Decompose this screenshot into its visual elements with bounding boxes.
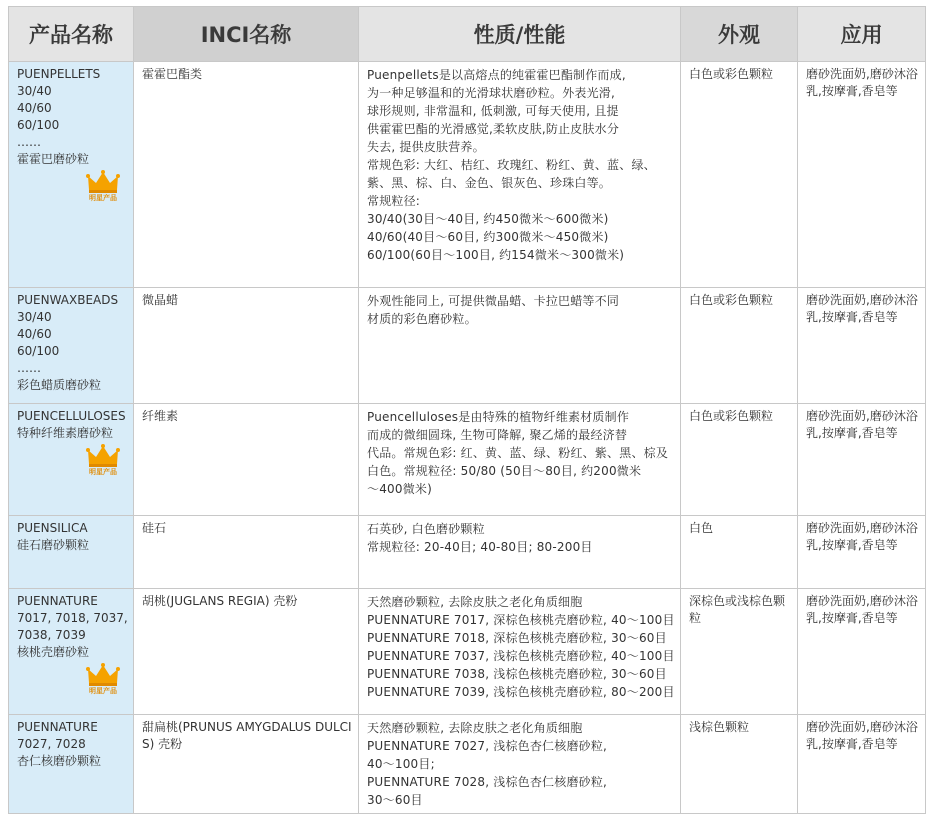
product-table bbox=[8, 6, 926, 814]
star-product-badge bbox=[83, 444, 123, 477]
appearance-cell: 深棕色或浅棕色颗粒 bbox=[681, 589, 798, 715]
application-cell: 磨砂洗面奶,磨砂沐浴乳,按摩膏,香皂等 bbox=[798, 404, 926, 516]
product-name-cell bbox=[9, 589, 134, 715]
properties-line: 30～60目 bbox=[367, 793, 423, 807]
appearance-cell: 白色或彩色颗粒 bbox=[681, 62, 798, 288]
properties-line: 常规粒径: bbox=[367, 194, 421, 208]
properties-line: 天然磨砂颗粒, 去除皮肤之老化角质细胞 bbox=[367, 721, 583, 735]
table-row bbox=[9, 62, 926, 288]
properties-line: 供霍霍巴酯的光滑感觉,柔软皮肤,防止皮肤水分 bbox=[367, 122, 620, 136]
properties-line: PUENNATURE 7027, 浅棕色杏仁核磨砂粒, bbox=[367, 739, 608, 753]
table-row bbox=[9, 288, 926, 404]
crown-icon bbox=[83, 663, 123, 687]
product-name-line: 40/60 bbox=[17, 327, 52, 341]
product-name-line: 核桃壳磨砂粒 bbox=[17, 645, 90, 659]
properties-line: PUENNATURE 7017, 深棕色核桃壳磨砂粒, 40～100目 bbox=[367, 613, 675, 627]
star-product-label: 明星产品 bbox=[89, 468, 117, 476]
properties-line: 常规粒径: 20-40目; 40-80目; 80-200目 bbox=[367, 540, 593, 554]
product-name-line: 彩色蜡质磨砂粒 bbox=[17, 378, 102, 392]
properties-line: PUENNATURE 7018, 深棕色核桃壳磨砂粒, 30～60目 bbox=[367, 631, 667, 645]
product-name-cell bbox=[9, 288, 134, 404]
table-row bbox=[9, 589, 926, 715]
properties-cell bbox=[359, 589, 681, 715]
properties-line: PUENNATURE 7039, 浅棕色核桃壳磨砂粒, 80～200目 bbox=[367, 685, 675, 699]
product-name-line: 7017, 7018, 7037, bbox=[17, 611, 128, 625]
product-name-line: …… bbox=[17, 135, 41, 149]
crown-icon bbox=[83, 444, 123, 468]
star-product-label: 明星产品 bbox=[89, 194, 117, 202]
properties-line: 球形规则, 非常温和, 低刺激, 可每天使用, 且提 bbox=[367, 104, 619, 118]
product-name-cell bbox=[9, 404, 134, 516]
appearance-cell: 白色或彩色颗粒 bbox=[681, 288, 798, 404]
table-row bbox=[9, 516, 926, 589]
product-name-line: 特种纤维素磨砂粒 bbox=[17, 426, 114, 440]
product-name-line: 7027, 7028 bbox=[17, 737, 86, 751]
header-properties: 性质/性能 bbox=[359, 7, 681, 62]
properties-line: ～400微米) bbox=[367, 482, 432, 496]
properties-line: 石英砂, 白色磨砂颗粒 bbox=[367, 522, 485, 536]
table-row bbox=[9, 715, 926, 814]
application-cell: 磨砂洗面奶,磨砂沐浴乳,按摩膏,香皂等 bbox=[798, 589, 926, 715]
properties-line: 材质的彩色磨砂粒。 bbox=[367, 312, 477, 326]
product-name-line: 40/60 bbox=[17, 101, 52, 115]
product-name-line: PUENWAXBEADS bbox=[17, 293, 119, 307]
product-name-line: PUENNATURE bbox=[17, 594, 98, 608]
product-name-line: 60/100 bbox=[17, 344, 60, 358]
inci-name-cell: 纤维素 bbox=[134, 404, 359, 516]
inci-name-cell: 硅石 bbox=[134, 516, 359, 589]
product-name-line: PUENPELLETS bbox=[17, 67, 101, 81]
properties-line: 为一种足够温和的光滑球状磨砂粒。外表光滑, bbox=[367, 86, 616, 100]
star-product-badge bbox=[83, 663, 123, 696]
properties-line: 代品。常规色彩: 红、黄、蓝、绿、粉红、紫、黑、棕及 bbox=[367, 446, 669, 460]
properties-cell bbox=[359, 62, 681, 288]
product-name-line: 30/40 bbox=[17, 310, 52, 324]
table-row bbox=[9, 404, 926, 516]
properties-cell bbox=[359, 288, 681, 404]
product-name-cell bbox=[9, 516, 134, 589]
properties-line: Puenpellets是以高熔点的纯霍霍巴酯制作而成, bbox=[367, 68, 626, 82]
properties-line: 40/60(40目～60目, 约300微米～450微米) bbox=[367, 230, 609, 244]
product-name-line: …… bbox=[17, 361, 41, 375]
header-application: 应用 bbox=[798, 7, 926, 62]
inci-name-cell: 甜扁桃(PRUNUS AMYGDALUS DULCIS) 壳粉 bbox=[134, 715, 359, 814]
properties-line: PUENNATURE 7037, 浅棕色核桃壳磨砂粒, 40～100目 bbox=[367, 649, 675, 663]
product-name-line: PUENSILICA bbox=[17, 521, 88, 535]
product-name-cell bbox=[9, 715, 134, 814]
properties-line: PUENNATURE 7028, 浅棕色杏仁核磨砂粒, bbox=[367, 775, 608, 789]
inci-name-cell: 霍霍巴酯类 bbox=[134, 62, 359, 288]
properties-line: Puencelluloses是由特殊的植物纤维素材质制作 bbox=[367, 410, 630, 424]
properties-line: 30/40(30目～40目, 约450微米～600微米) bbox=[367, 212, 609, 226]
application-cell: 磨砂洗面奶,磨砂沐浴乳,按摩膏,香皂等 bbox=[798, 62, 926, 288]
header-appearance: 外观 bbox=[681, 7, 798, 62]
table-header-row bbox=[9, 7, 926, 62]
product-name-line: PUENNATURE bbox=[17, 720, 98, 734]
properties-line: 白色。常规粒径: 50/80 (50目～80目, 约200微米 bbox=[367, 464, 642, 478]
properties-cell bbox=[359, 516, 681, 589]
product-name-line: 霍霍巴磨砂粒 bbox=[17, 152, 90, 166]
properties-line: 紫、黑、棕、白、金色、银灰色、珍珠白等。 bbox=[367, 176, 612, 190]
appearance-cell: 白色 bbox=[681, 516, 798, 589]
product-name-line: 30/40 bbox=[17, 84, 52, 98]
properties-line: 常规色彩: 大红、桔红、玫瑰红、粉红、黄、蓝、绿、 bbox=[367, 158, 656, 172]
properties-line: 60/100(60目～100目, 约154微米～300微米) bbox=[367, 248, 625, 262]
appearance-cell: 浅棕色颗粒 bbox=[681, 715, 798, 814]
star-product-badge bbox=[83, 170, 123, 203]
properties-cell bbox=[359, 404, 681, 516]
application-cell: 磨砂洗面奶,磨砂沐浴乳,按摩膏,香皂等 bbox=[798, 288, 926, 404]
application-cell: 磨砂洗面奶,磨砂沐浴乳,按摩膏,香皂等 bbox=[798, 516, 926, 589]
properties-cell bbox=[359, 715, 681, 814]
application-cell: 磨砂洗面奶,磨砂沐浴乳,按摩膏,香皂等 bbox=[798, 715, 926, 814]
header-inci-name: INCI名称 bbox=[134, 7, 359, 62]
product-name-line: 7038, 7039 bbox=[17, 628, 86, 642]
properties-line: 40～100目; bbox=[367, 757, 435, 771]
header-product-name: 产品名称 bbox=[9, 7, 134, 62]
crown-icon bbox=[83, 170, 123, 194]
properties-line: 外观性能同上, 可提供微晶蜡、卡拉巴蜡等不同 bbox=[367, 294, 620, 308]
product-name-cell bbox=[9, 62, 134, 288]
properties-line: 而成的微细圆珠, 生物可降解, 聚乙烯的最经济替 bbox=[367, 428, 628, 442]
product-name-line: 60/100 bbox=[17, 118, 60, 132]
product-name-line: 杏仁核磨砂颗粒 bbox=[17, 754, 102, 768]
properties-line: 天然磨砂颗粒, 去除皮肤之老化角质细胞 bbox=[367, 595, 583, 609]
properties-line: PUENNATURE 7038, 浅棕色核桃壳磨砂粒, 30～60目 bbox=[367, 667, 667, 681]
product-name-line: 硅石磨砂颗粒 bbox=[17, 538, 90, 552]
product-name-line: PUENCELLULOSES bbox=[17, 409, 126, 423]
star-product-label: 明星产品 bbox=[89, 687, 117, 695]
inci-name-cell: 微晶蜡 bbox=[134, 288, 359, 404]
appearance-cell: 白色或彩色颗粒 bbox=[681, 404, 798, 516]
inci-name-cell: 胡桃(JUGLANS REGIA) 壳粉 bbox=[134, 589, 359, 715]
properties-line: 失去, 提供皮肤营养。 bbox=[367, 140, 485, 154]
